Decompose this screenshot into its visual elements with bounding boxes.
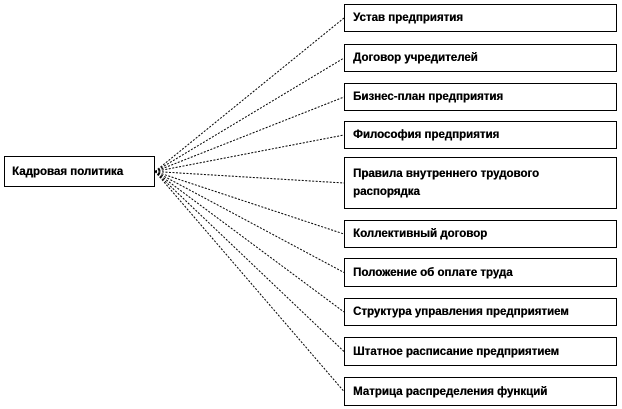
node-label: Структура управления предприятием [353, 306, 569, 318]
node-label: Устав предприятия [353, 12, 463, 24]
connector-line-8 [155, 172, 344, 352]
node-management-structure [344, 298, 617, 326]
connector-line-5 [155, 172, 344, 235]
node-founders-agreement [344, 44, 617, 72]
node-internal-labor-rules [344, 157, 617, 209]
connector-line-7 [155, 172, 344, 313]
connector-line-0 [155, 18, 344, 172]
node-business-plan [344, 83, 617, 111]
node-label: Правила внутреннего трудового распорядка [353, 168, 540, 198]
connector-line-2 [155, 97, 344, 172]
connector-line-3 [155, 135, 344, 172]
node-label: Коллективный договор [353, 228, 488, 240]
connector-line-1 [155, 58, 344, 172]
connector-line-9 [155, 172, 344, 392]
root-node-label: Кадровая политика [12, 165, 124, 178]
node-collective-agreement [344, 220, 617, 248]
connector-line-6 [155, 172, 344, 273]
node-label: Штатное расписание предприятием [353, 345, 560, 358]
node-function-matrix [344, 377, 617, 406]
node-label: Матрица распределения функций [353, 385, 548, 398]
node-wage-regulation [344, 258, 617, 287]
node-staffing-table [344, 337, 617, 366]
node-philosophy [344, 121, 617, 149]
node-label: Положение об оплате труда [353, 266, 513, 279]
node-label: Договор учредителей [353, 52, 478, 64]
node-charter [344, 4, 617, 32]
root-node-personnel-policy [4, 156, 155, 187]
node-label: Бизнес-план предприятия [353, 91, 504, 103]
node-label: Философия предприятия [353, 129, 500, 141]
